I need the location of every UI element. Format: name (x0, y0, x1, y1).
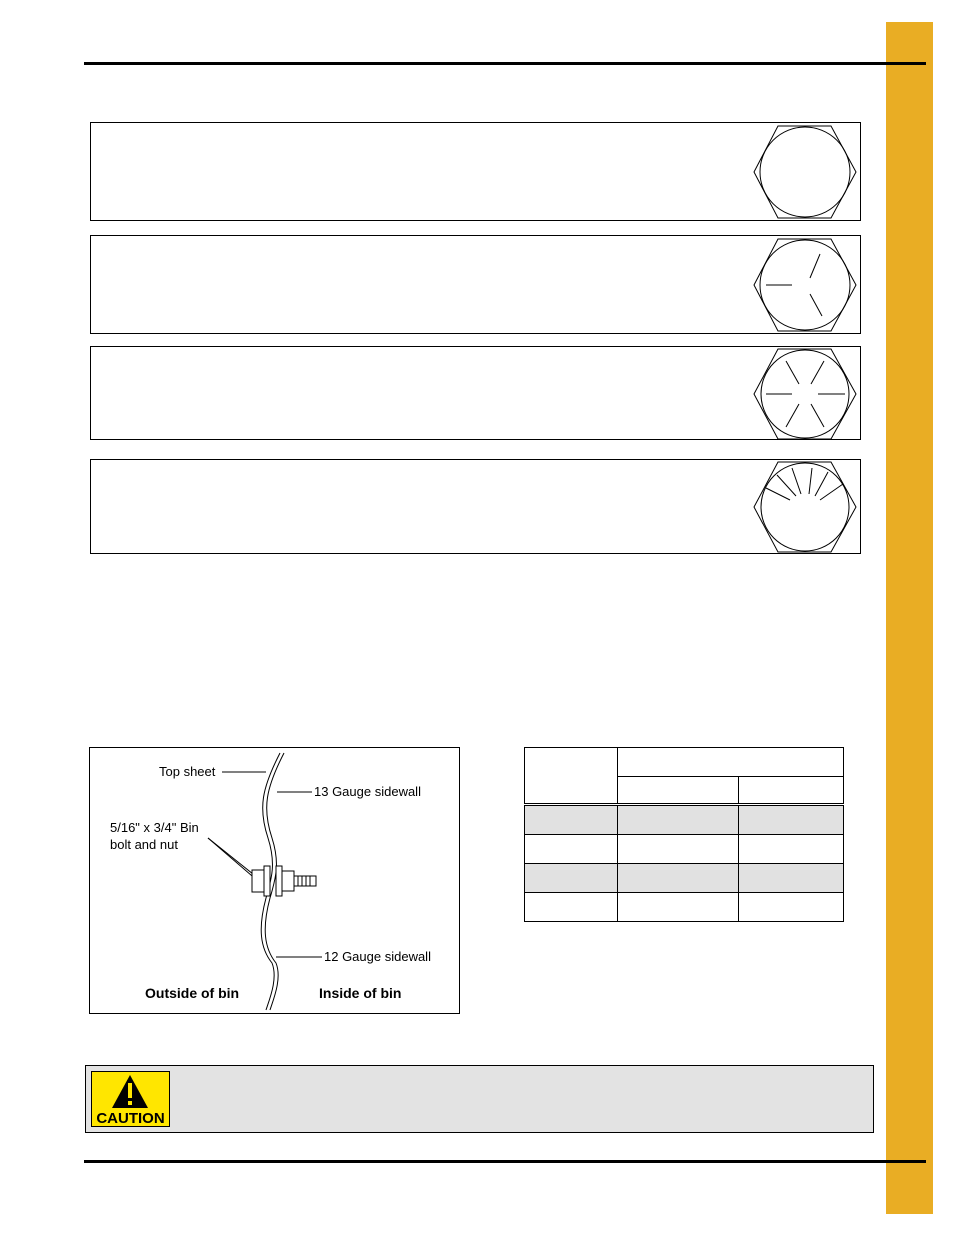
table-row (525, 835, 844, 864)
gauge-12-label: 12 Gauge sidewall (324, 949, 431, 964)
gauge-13-label: 13 Gauge sidewall (314, 784, 421, 799)
caution-label: CAUTION (96, 1110, 165, 1127)
table-row (525, 893, 844, 922)
inside-of-bin-label: Inside of bin (319, 985, 402, 1001)
bolt-head-no-marks-icon (752, 123, 862, 222)
table-header-cell (618, 748, 844, 777)
bottom-rule (84, 1160, 926, 1163)
bolt-head-6-radial-marks-icon (752, 460, 862, 555)
table-header-cell (525, 748, 618, 805)
table-row (525, 864, 844, 893)
table-row (525, 805, 844, 835)
bolt-label-line1: 5/16" x 3/4" Bin (110, 820, 199, 835)
top-sheet-label: Top sheet (159, 764, 216, 779)
bolt-grade-box-4 (90, 459, 861, 554)
warning-triangle-icon (92, 1072, 169, 1112)
bolt-head-6-marks-icon (752, 347, 862, 441)
bolt-head-3-marks-icon (752, 236, 862, 335)
table-header-cell (739, 777, 844, 805)
sidewall-splice-diagram (89, 747, 460, 1014)
caution-box (85, 1065, 874, 1133)
bolt-grade-box-3 (90, 346, 861, 440)
caution-badge (91, 1071, 170, 1127)
outside-of-bin-label: Outside of bin (145, 985, 240, 1001)
bolt-grade-box-1 (90, 122, 861, 221)
bolt-grade-box-2 (90, 235, 861, 334)
gauge-table (524, 747, 844, 922)
table-header-row (525, 748, 844, 777)
table-header-cell (618, 777, 739, 805)
section-side-tab (886, 22, 933, 1214)
bolt-label-line2: bolt and nut (110, 837, 178, 852)
top-rule (84, 62, 926, 65)
